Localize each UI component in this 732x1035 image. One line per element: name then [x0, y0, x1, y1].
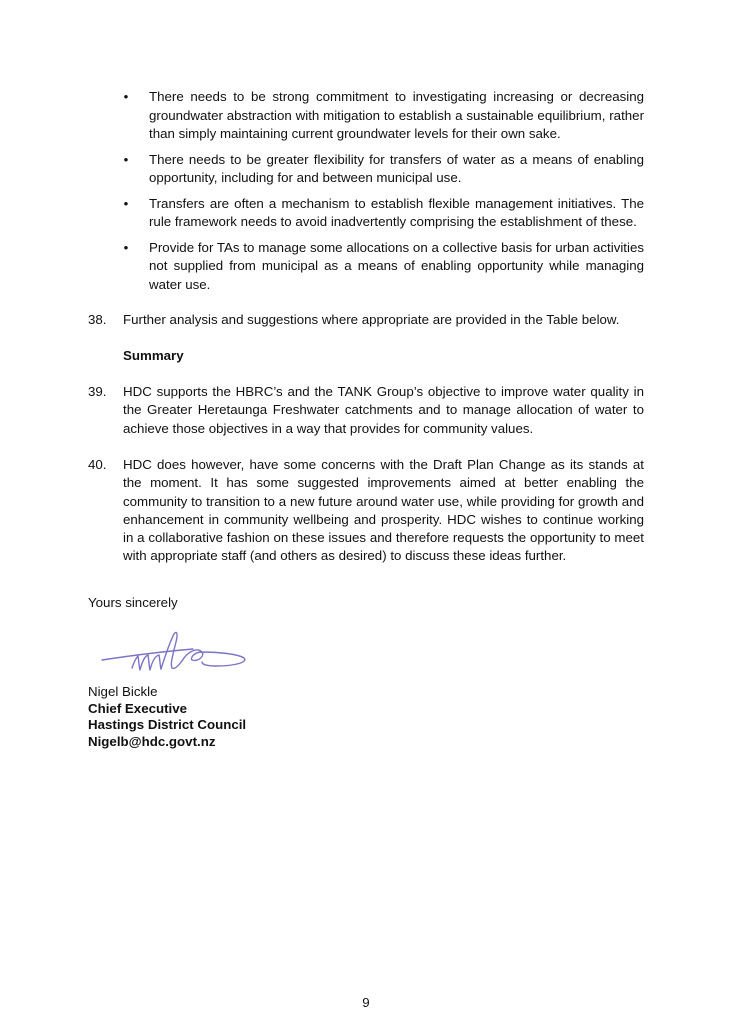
signature-m-stroke [132, 655, 161, 670]
paragraph-text: Further analysis and suggestions where appropriate are provided in the Table below. [123, 312, 620, 327]
paragraph-text: HDC supports the HBRC’s and the TANK Group’s objective to improve water quality in the Greater Heretaunga Freshwater catchments and to manage allocation of water to achieve those objectives in a way that provides for community values. [123, 384, 644, 436]
signatory-email: Nigelb@hdc.govt.nz [88, 733, 216, 749]
bullet-text: There needs to be strong commitment to investigating increasing or decreasing groundwater abstraction with mitigation to establish a sustainable equilibrium, rather than simply maintaining current groundwater levels for their own sake. [149, 89, 644, 141]
paragraph-number: 39. [88, 384, 107, 399]
signature-block [88, 684, 246, 750]
signatory-organization: Hastings District Council [88, 717, 247, 732]
bullet-item [118, 195, 644, 232]
closing-salutation: Yours sincerely [88, 595, 178, 610]
bullet-text: Provide for TAs to manage some allocations on a collective basis for urban activities not supplied from municipal as a means of enabling opportunity while managing water use. [149, 239, 644, 292]
bullet-text: Transfers are often a mechanism to establish flexible management initiatives. The rule framework needs to avoid inadvertently comprising the establishment of these. [149, 195, 644, 229]
bullet-item [118, 88, 644, 144]
signatory-title: Chief Executive [88, 700, 188, 716]
bullet-list [118, 88, 644, 301]
handwritten-signature [98, 622, 258, 684]
signature-tail-stroke [184, 650, 245, 666]
bullet-dot: • [123, 195, 129, 211]
bullet-dot: • [123, 151, 129, 167]
page-number: 9 [362, 995, 370, 1010]
bullet-item [118, 151, 644, 188]
paragraph-38 [88, 311, 644, 329]
bullet-text: There needs to be greater flexibility for transfers of water as a means of enabling opportunity, including for and between municipal use. [149, 151, 644, 185]
paragraph-number: 40. [88, 457, 107, 472]
signatory-name: Nigel Bickle [88, 684, 158, 699]
paragraph-39 [88, 383, 644, 438]
bullet-item [118, 239, 644, 295]
bullet-dot: • [123, 239, 129, 255]
bullet-dot: • [123, 89, 129, 104]
paragraph-40 [88, 456, 644, 566]
paragraph-text: HDC does however, have some concerns with the Draft Plan Change as its stands at the moment. It has some suggested improvements aimed at better enabling the community to transition to a new future around water use, while providing for growth and enhancement in community wellbeing and prosperity. HDC wishes to continue working in a collaborative fashion on these issues and therefore requests the opportunity to meet with appropriate staff (and others as desired) to discuss these ideas further. [123, 457, 644, 564]
summary-heading: Summary [123, 348, 184, 363]
paragraph-number: 38. [88, 312, 107, 327]
